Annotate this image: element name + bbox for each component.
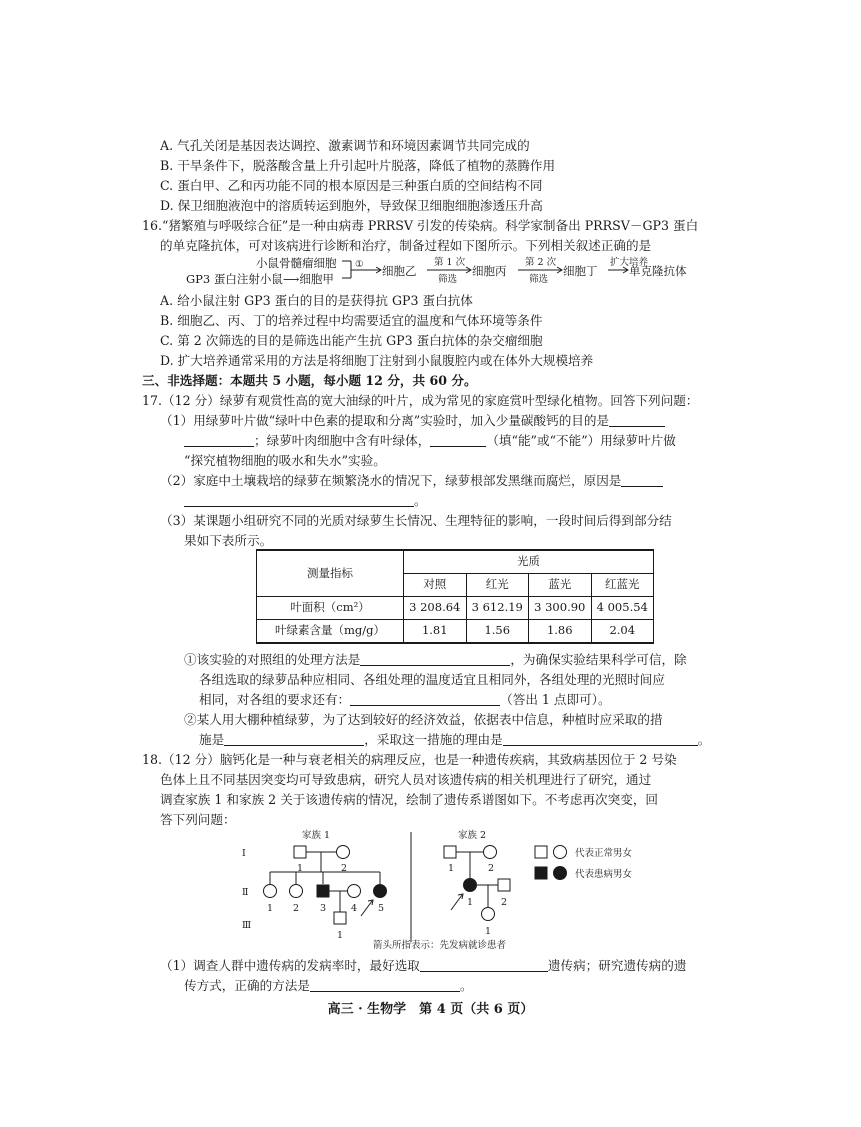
pedigree-caption: 箭头所指表示：先发病就诊患者 xyxy=(373,940,507,951)
flow-cell-d: 细胞丁 xyxy=(563,264,598,278)
label-f1-III1: 1 xyxy=(337,930,344,941)
family1-I2-normal-female xyxy=(337,846,350,859)
family2-I2-normal-female xyxy=(484,846,497,859)
table-col-control: 对照 xyxy=(404,574,467,597)
answer-blank[interactable] xyxy=(184,493,414,507)
generation-I: Ⅰ xyxy=(242,848,246,859)
q17-s2-text-b: 施是 xyxy=(199,732,225,747)
family1-II3-affected-male xyxy=(317,885,329,897)
legend-affected-male xyxy=(535,867,547,879)
q18-p1-text-a: （1）调查人群中遗传病的发病率时，最好选取 xyxy=(160,958,420,973)
page-footer: 高三 · 生物学 第 4 页（共 6 页） xyxy=(327,1002,534,1017)
family1-III1-normal-male xyxy=(334,912,346,924)
q17-p1-text-c: （填“能”或“不能”）用绿萝叶片做 xyxy=(486,433,676,448)
flow-cell-b: 细胞乙 xyxy=(382,264,417,278)
flow-screen2-top: 第 2 次 xyxy=(525,257,557,268)
q17-p2-end: 。 xyxy=(414,493,427,508)
table-col-red: 红光 xyxy=(466,574,529,597)
answer-blank[interactable] xyxy=(420,958,548,972)
flow-expand: 扩大培养 xyxy=(610,257,649,268)
table-cell: 3 300.90 xyxy=(529,597,592,620)
label-f1-II2: 2 xyxy=(293,903,300,914)
label-f1-II3: 3 xyxy=(320,903,327,914)
flow-top-source: 小鼠骨髓瘤细胞 xyxy=(256,256,337,270)
row-label-chlorophyll: 叶绿素含量（mg/g） xyxy=(257,620,404,644)
table-cell: 2.04 xyxy=(591,620,654,644)
q17-p1-text-d: “探究植物细胞的吸水和失水”实验。 xyxy=(184,453,386,468)
q16-stem-line2: 的单克隆抗体，可对该病进行诊断和治疗，制备过程如下图所示。下列相关叙述正确的是 xyxy=(160,238,652,253)
label-f1-II5: 5 xyxy=(378,903,385,914)
table-col-redblue: 红蓝光 xyxy=(591,574,654,597)
answer-blank[interactable] xyxy=(430,433,486,447)
q18-p1-text-c: 传方式，正确的方法是 xyxy=(184,978,310,993)
table-cell: 3 612.19 xyxy=(466,597,529,620)
answer-blank[interactable] xyxy=(310,978,460,992)
q16-flow-diagram xyxy=(180,256,700,290)
light-quality-table xyxy=(256,549,654,644)
legend-affected-female xyxy=(554,867,567,880)
table-cell: 1.81 xyxy=(404,620,467,644)
q18-p1-line2 xyxy=(184,976,473,996)
q15-option-b: B. 干旱条件下，脱落酸含量上升引起叶片脱落，降低了植物的蒸腾作用 xyxy=(160,158,556,173)
q15-option-d: D. 保卫细胞液泡中的溶质转运到胞外，导致保卫细胞细胞渗透压升高 xyxy=(160,198,543,213)
legend-normal-text: 代表正常男女 xyxy=(575,848,633,859)
q17-p1-text-a: （1）用绿萝叶片做“绿叶中色素的提取和分离”实验时，加入少量碳酸钙的目的是 xyxy=(160,413,610,428)
answer-blank[interactable] xyxy=(350,692,500,706)
q17-p3-line2: 果如下表所示。 xyxy=(184,533,273,548)
legend-normal-male xyxy=(535,846,547,858)
table-col-blue: 蓝光 xyxy=(529,574,592,597)
row-label-leaf-area: 叶面积（cm²） xyxy=(257,597,404,620)
pedigree-chart xyxy=(230,826,700,954)
flow-screen2-bottom: 筛选 xyxy=(529,274,549,285)
family2-II1-affected-female xyxy=(464,879,477,892)
label-f2-III1: 1 xyxy=(485,926,492,937)
q17-s2-line2 xyxy=(199,730,710,750)
q17-p2-line1 xyxy=(160,471,663,491)
q16-option-d: D. 扩大培养通常采用的方法是将细胞丁注射到小鼠腹腔内或在体外大规模培养 xyxy=(160,353,594,368)
q17-s1-text-a: ①该实验的对照组的处理方法是 xyxy=(184,652,361,667)
family1-I1-normal-male xyxy=(294,846,306,858)
q17-p2-line2 xyxy=(184,491,427,511)
q17-p2-text-a: （2）家庭中土壤栽培的绿萝在频繁浇水的情况下，绿萝根部发黑继而腐烂，原因是 xyxy=(160,473,622,488)
family2-II2-normal-male xyxy=(498,879,510,891)
q16-option-c: C. 第 2 次筛选的目的是筛选出能产生抗 GP3 蛋白抗体的杂交瘤细胞 xyxy=(160,333,543,348)
q17-s1-line2: 各组选取的绿萝品种应相同、各组处理的温度适宜且相同外，各组处理的光照时间应 xyxy=(199,672,665,687)
q18-p1-end: 。 xyxy=(459,978,473,993)
q17-s2-end: 。 xyxy=(697,732,711,747)
table-group-header: 光质 xyxy=(404,550,654,574)
label-f2-II1: 1 xyxy=(467,897,474,908)
table-cell: 1.86 xyxy=(529,620,592,644)
section3-heading: 三、非选择题：本题共 5 小题，每小题 12 分，共 60 分。 xyxy=(142,373,477,388)
answer-blank[interactable] xyxy=(224,732,364,746)
table-row xyxy=(257,620,654,644)
q17-s1-line1 xyxy=(184,650,687,670)
family1-II5-affected-female xyxy=(374,885,387,898)
q17-s1-text-d: 相同，对各组的要求还有： xyxy=(199,692,351,707)
q17-s1-text-e: （答出 1 点即可）。 xyxy=(500,692,611,707)
generation-II: Ⅱ xyxy=(242,887,249,898)
q18-line3: 调查家族 1 和家族 2 关于该遗传病的情况，绘制了遗传系谱图如下。不考虑再次突变，回 xyxy=(160,792,659,807)
q17-p3-line1: （3）某课题小组研究不同的光质对绿萝生长情况、生理特征的影响，一段时间后得到部分结 xyxy=(160,513,672,528)
q17-p1-line1 xyxy=(160,411,665,431)
q18-p1-line1 xyxy=(160,956,686,976)
q18-line2: 色体上且不同基因突变均可导致患病，研究人员对该遗传病的相关机理进行了研究，通过 xyxy=(160,772,652,787)
q17-s1-line3 xyxy=(199,690,611,710)
family2-I1-normal-male xyxy=(444,846,456,858)
table-row xyxy=(257,597,654,620)
q18-line4: 答下列问题： xyxy=(160,812,236,827)
table-cell: 3 208.64 xyxy=(404,597,467,620)
q18-line1: 18.（12 分）脑钙化是一种与衰老相关的病理反应，也是一种遗传疾病，其致病基因位于 2 号染 xyxy=(142,752,677,767)
label-f1-II4: 4 xyxy=(351,903,358,914)
label-f1-I2: 2 xyxy=(341,863,348,874)
q15-option-c: C. 蛋白甲、乙和丙功能不同的根本原因是三种蛋白质的空间结构不同 xyxy=(160,178,543,193)
family2-label: 家族 2 xyxy=(458,830,487,841)
label-f1-II1: 1 xyxy=(267,903,274,914)
q16-stem-line1: 16.“猪繁殖与呼吸综合征”是一种由病毒 PRRSV 引发的传染病。科学家制备出 PRRSV－GP3 蛋白 xyxy=(142,218,699,233)
table-cell: 4 005.54 xyxy=(591,597,654,620)
generation-III: Ⅲ xyxy=(242,920,252,931)
family1-label: 家族 1 xyxy=(302,830,331,841)
answer-blank[interactable] xyxy=(621,473,663,487)
answer-blank[interactable] xyxy=(184,433,254,447)
label-f2-II2: 2 xyxy=(501,897,508,908)
flow-product: 单克隆抗体 xyxy=(629,264,687,278)
label-f2-I2: 2 xyxy=(488,863,495,874)
q18-p1-text-b: 遗传病；研究遗传病的遗 xyxy=(547,958,687,973)
q17-stem: 17.（12 分）绿萝有观赏性高的宽大油绿的叶片，成为常见的家庭赏叶型绿化植物。回答下列问题： xyxy=(142,393,699,408)
flow-cell-c: 细胞丙 xyxy=(472,264,507,278)
q17-p1-text-b: ；绿萝叶肉细胞中含有叶绿体， xyxy=(254,433,431,448)
q17-s1-text-b: ，为确保实验结果科学可信，除 xyxy=(510,652,687,667)
table-cell: 1.56 xyxy=(466,620,529,644)
q16-option-b: B. 细胞乙、丙、丁的培养过程中均需要适宜的温度和气体环境等条件 xyxy=(160,313,543,328)
family1-II1-normal-female xyxy=(264,885,277,898)
answer-blank[interactable] xyxy=(609,413,665,427)
answer-blank[interactable] xyxy=(503,732,698,746)
label-f1-I1: 1 xyxy=(297,863,304,874)
answer-blank[interactable] xyxy=(360,652,510,666)
q15-option-a: A. 气孔关闭是基因表达调控、激素调节和环境因素调节共同完成的 xyxy=(160,138,530,153)
legend-normal-female xyxy=(554,846,567,859)
flow-step1: ① xyxy=(355,259,364,270)
flow-screen1-top: 第 1 次 xyxy=(434,257,466,268)
flow-bottom-source: GP3 蛋白注射小鼠⟶细胞甲 xyxy=(186,272,334,286)
family2-III1-normal-female xyxy=(482,908,495,921)
family1-II4-normal-female xyxy=(348,885,361,898)
q16-option-a: A. 给小鼠注射 GP3 蛋白的目的是获得抗 GP3 蛋白抗体 xyxy=(160,293,473,308)
legend-affected-text: 代表患病男女 xyxy=(575,869,633,880)
label-f2-I1: 1 xyxy=(448,863,455,874)
q17-s2-line1: ②某人用大棚种植绿萝，为了达到较好的经济效益，依据表中信息，种植时应采取的措 xyxy=(184,712,663,727)
q17-p1-line2 xyxy=(184,431,676,451)
family1-II2-normal-female xyxy=(290,885,303,898)
q17-s2-text-c: ，采取这一措施的理由是 xyxy=(364,732,503,747)
table-corner: 测量指标 xyxy=(257,550,404,597)
flow-screen1-bottom: 筛选 xyxy=(438,274,458,285)
